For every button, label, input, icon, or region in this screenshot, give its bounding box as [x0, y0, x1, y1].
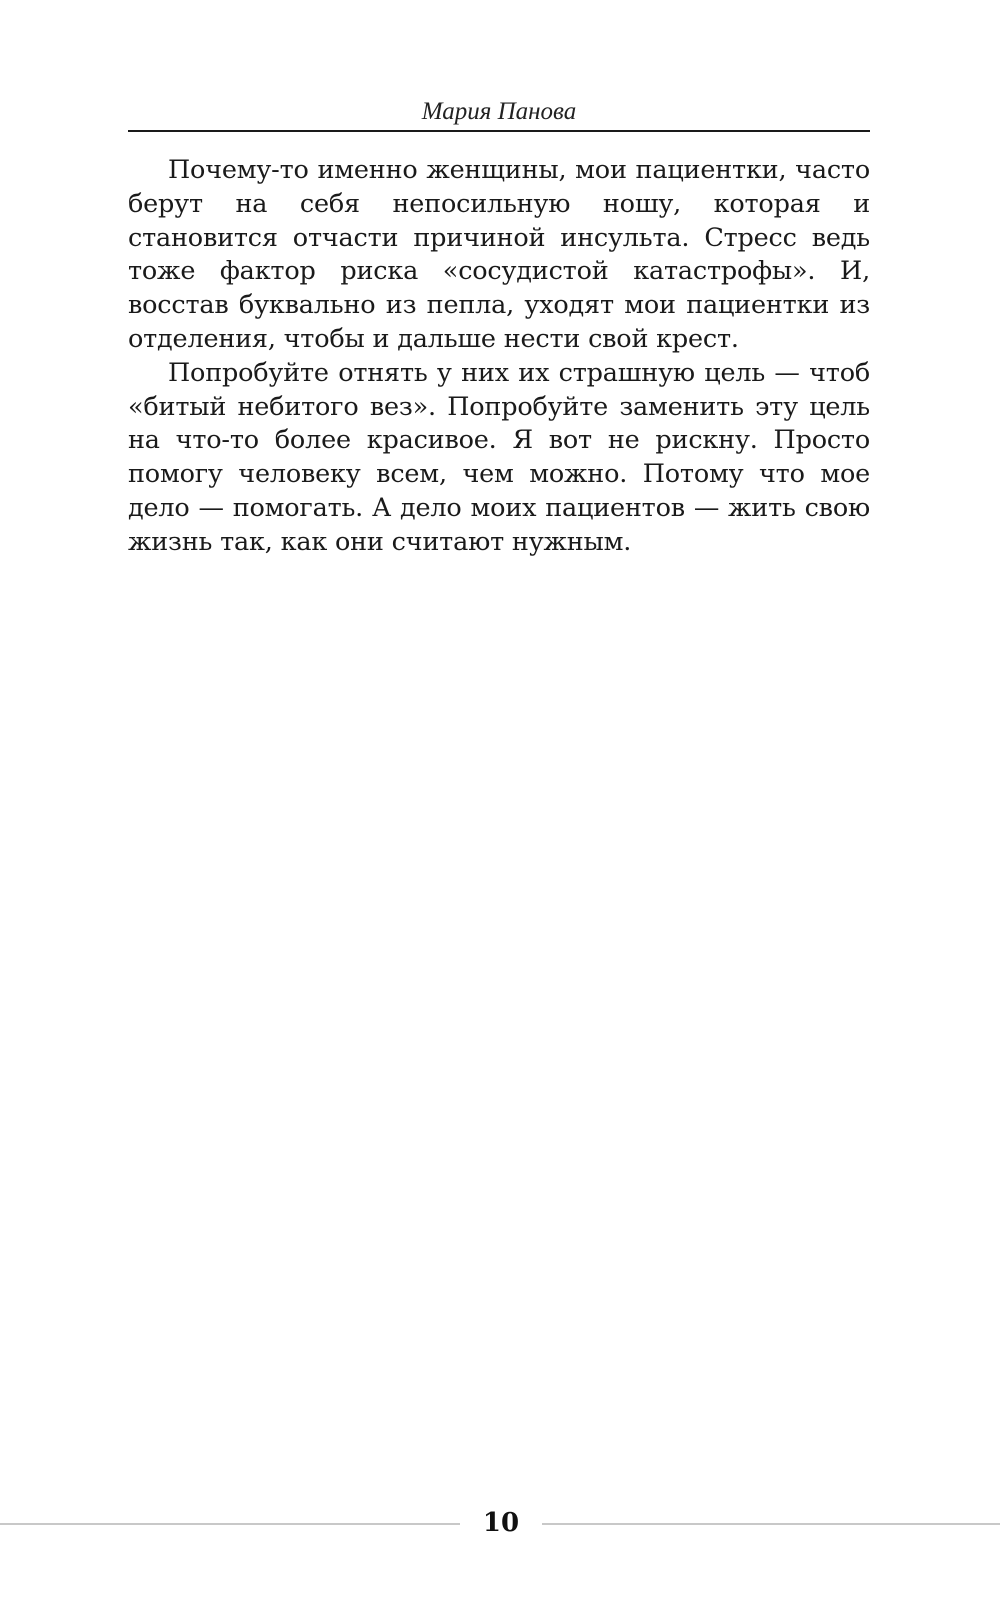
paragraph: Почему-то именно женщины, мои пациентки, часто берут на себя непосильную ношу, которая и становится отчасти причиной инсульта. Стресс ведь тоже фактор риска «сосудистой катастрофы». И, восстав буквально из пепла, уходят мои пациентки из отделения, чтобы и дальше нести свой крест. — [128, 155, 870, 354]
header-divider — [128, 130, 870, 132]
footer-divider-right — [542, 1523, 1000, 1525]
page-number: 10 — [482, 1508, 520, 1538]
running-header-author: Мария Панова — [421, 98, 577, 125]
page-body — [128, 154, 870, 560]
paragraph: Попробуйте отнять у них их страшную цель — чтоб «битый небитого вез». Попробуйте заменить эту цель на что-то более красивое. Я вот не рискну. Просто помогу человеку всем, чем можно. Потому что мое дело — помогать. А дело моих пациентов — жить свою жизнь так, как они считают нужным. — [128, 357, 870, 557]
footer-divider-left — [0, 1523, 460, 1525]
